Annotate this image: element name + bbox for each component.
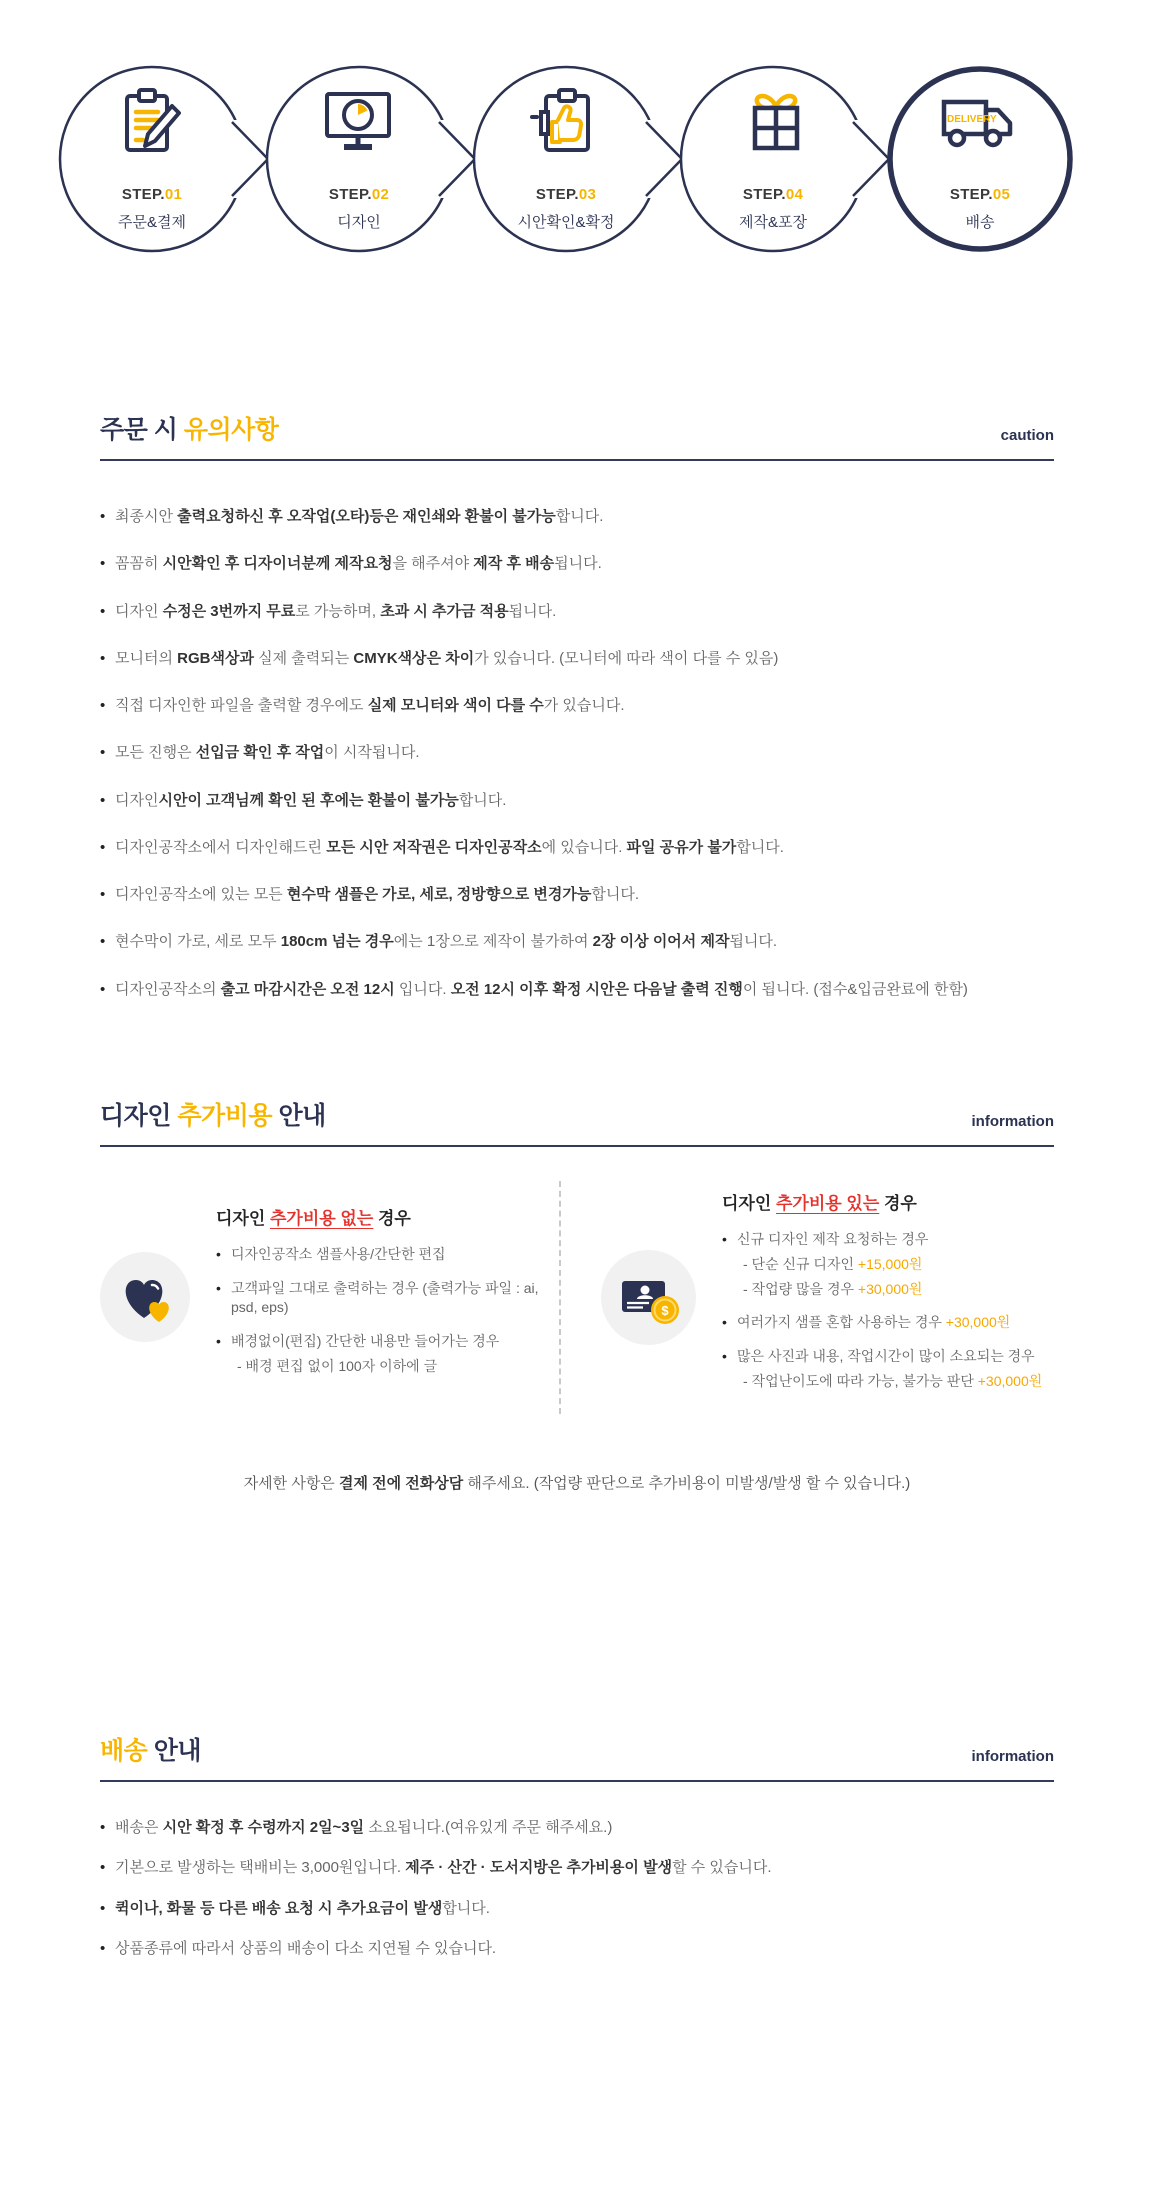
text-segment: 시안확인 후 디자이너분께 제작요청 [162, 555, 393, 573]
text-segment: - 단순 신규 디자인 [743, 1255, 858, 1272]
step-3-proof-confirm [470, 62, 677, 272]
step-label [677, 186, 869, 203]
text-segment: 합니다. [458, 791, 507, 809]
text-segment: 모든 진행은 [115, 744, 196, 762]
text-segment: 경우 [879, 1193, 917, 1213]
text-segment: 소요됩니다.(여유있게 주문 해주세요.) [364, 1819, 613, 1837]
text-segment: 이 됩니다. (접수&입금완료에 한함) [742, 980, 968, 998]
text-segment: 180cm 넘는 경우 [280, 933, 394, 951]
text-segment: 됩니다. [508, 602, 557, 620]
text-segment: 됩니다. [729, 933, 778, 951]
text-segment: - 배경 편집 없이 100자 이하에 글 [237, 1357, 438, 1374]
gift-box-icon [755, 96, 797, 148]
list-item [100, 1939, 1054, 1959]
text-segment: 할 수 있습니다. [672, 1859, 772, 1877]
text-segment: 제주 · 산간 · 도서지방은 추가비용이 발생 [405, 1859, 673, 1877]
text-segment: RGB색상과 [177, 649, 254, 667]
list-item [216, 1279, 553, 1317]
section-divider [100, 459, 1054, 461]
text-segment: 출고 마감시간은 오전 12시 [220, 980, 395, 998]
text-segment: 합니다. [555, 508, 604, 525]
text-segment: +15,000원 [857, 1255, 923, 1272]
text-segment: 디자인공작소에 있는 모든 [115, 886, 287, 903]
text-segment: 추가비용 없는 [270, 1209, 374, 1229]
text-segment: 배송 [100, 1737, 148, 1766]
speech-bubble [470, 62, 686, 262]
text-segment: 시안이 고객님께 확인 된 후에는 환불이 불가능 [158, 791, 459, 809]
text-segment: 고객파일 그대로 출력하는 경우 (출력가능 파일 : ai, psd, eps) [231, 1280, 539, 1315]
caution-list [100, 507, 1054, 1000]
section-tag: information [971, 1112, 1054, 1130]
step-number: 01 [164, 186, 183, 203]
text-segment: 디자인 [115, 791, 159, 809]
fee-note [100, 1472, 1054, 1493]
list-item [100, 838, 1054, 858]
text-segment: 현수막이 가로, 세로 모두 [115, 933, 281, 951]
step-prefix: STEP. [535, 186, 579, 203]
speech-bubble [677, 62, 893, 262]
shipping-list [100, 1818, 1054, 1959]
text-segment: 디자인 [216, 1209, 270, 1229]
step-number: 02 [371, 186, 390, 203]
hearts-icon [100, 1252, 190, 1342]
step-2-design [263, 62, 470, 272]
sub-line [231, 1357, 553, 1376]
list-item [722, 1313, 1054, 1332]
extra-fee-card [567, 1189, 1054, 1406]
step-5-delivery [884, 62, 1091, 272]
step-sublabel: 배송 [965, 214, 995, 231]
delivery-badge-text: DELIVERY [947, 114, 997, 125]
text-segment: 꼼꼼히 [115, 555, 163, 573]
text-segment: 로 가능하며, [295, 602, 381, 620]
page-title-design-fee [100, 1096, 326, 1132]
list-item [100, 507, 1054, 527]
shipping-section [0, 1731, 1154, 1959]
caution-section [0, 410, 1154, 1000]
text-segment: 현수막 샘플은 가로, 세로, 정방향으로 변경가능 [286, 886, 592, 903]
no-extra-fee-content [216, 1204, 553, 1390]
sub-line [737, 1372, 1054, 1391]
text-segment: 신규 디자인 제작 요청하는 경우 [737, 1230, 929, 1247]
text-segment: 배송은 [115, 1819, 163, 1837]
text-segment: 초과 시 추가금 적용 [380, 602, 509, 620]
money-card-icon [601, 1250, 696, 1345]
text-segment: 됩니다. [554, 555, 602, 573]
step-4-production-packing [677, 62, 884, 272]
list-item [100, 743, 1054, 763]
extra-fee-content [722, 1189, 1054, 1406]
extra-fee-list [722, 1230, 1054, 1391]
text-segment: 을 해주셔야 [392, 555, 474, 573]
list-item [722, 1347, 1054, 1391]
text-segment: 결제 전에 전화상담 [338, 1475, 464, 1493]
page-title-caution [100, 410, 278, 446]
list-item [100, 554, 1054, 574]
text-segment: 합니다. [442, 1899, 490, 1917]
text-segment: CMYK색상은 차이 [353, 649, 475, 667]
text-segment: - 작업량 많을 경우 [743, 1280, 858, 1297]
list-item [100, 932, 1054, 952]
text-segment: 이 시작됩니다. [324, 744, 420, 762]
step-label [263, 186, 455, 203]
text-segment: 안내 [147, 1737, 202, 1766]
text-segment: 디자인 [115, 602, 163, 620]
text-segment: 출력요청하신 후 오작업(오타)등은 재인쇄와 환불이 불가능 [177, 508, 556, 525]
text-segment: 기본으로 발생하는 택배비는 3,000원입니다. [115, 1859, 406, 1877]
text-segment: 디자인공작소의 [115, 980, 221, 998]
text-segment: 해주세요. (작업량 판단으로 추가비용이 미발생/발생 할 수 있습니다.) [463, 1475, 911, 1493]
list-item [100, 696, 1054, 716]
text-segment: 퀵이나, 화물 등 다른 배송 요청 시 추가요금이 발생 [115, 1899, 443, 1917]
step-prefix: STEP. [949, 186, 993, 203]
text-segment: 직접 디자인한 파일을 출력할 경우에도 [115, 697, 368, 714]
page-title-shipping [100, 1731, 201, 1767]
list-item [100, 649, 1054, 669]
order-process-steps [56, 62, 1098, 272]
text-segment: 실제 모니터와 색이 다를 수 [367, 697, 544, 714]
list-item [100, 1858, 1054, 1878]
text-segment: 합니다. [591, 886, 640, 903]
section-divider [100, 1145, 1054, 1147]
text-segment: 디자인 [722, 1193, 776, 1213]
text-segment: 선입금 확인 후 작업 [195, 744, 325, 762]
text-segment: 모든 시안 저작권은 디자인공작소 [326, 838, 542, 856]
section-divider [100, 1780, 1054, 1782]
circle-badge [884, 62, 1100, 262]
section-tag: caution [1000, 427, 1054, 444]
text-segment: 합니다. [736, 838, 784, 856]
card-title [722, 1189, 1054, 1214]
text-segment: 안내 [272, 1101, 326, 1130]
text-segment: 모니터의 [115, 649, 178, 667]
text-segment: +30,000원 [977, 1373, 1043, 1390]
no-extra-fee-card [100, 1189, 553, 1406]
text-segment: 여러가지 샘플 혼합 사용하는 경우 [737, 1314, 946, 1331]
step-sublabel: 제작&포장 [739, 214, 807, 231]
section-header [100, 1731, 1054, 1767]
list-item [100, 885, 1054, 905]
design-fee-section [0, 1096, 1154, 1493]
text-segment: 많은 사진과 내용, 작업시간이 많이 소요되는 경우 [737, 1348, 1035, 1365]
text-segment: 자세한 사항은 [243, 1475, 339, 1493]
section-header [100, 410, 1054, 446]
text-segment: 경우 [373, 1209, 411, 1229]
text-segment: 제작 후 배송 [473, 555, 555, 573]
sub-line [737, 1255, 1054, 1274]
text-segment: 가 있습니다. (모니터에 따라 색이 다를 수 있음) [474, 649, 779, 667]
text-segment: - 작업난이도에 따라 가능, 불가능 판단 [743, 1373, 978, 1390]
text-segment: 시안 확정 후 수령까지 2일~3일 [162, 1819, 365, 1837]
step-label [470, 186, 662, 203]
text-segment: 오전 12시 이후 확정 시안은 다음날 출력 진행 [450, 980, 743, 998]
list-item [722, 1230, 1054, 1299]
text-segment: 에는 1장으로 제작이 불가하여 [393, 933, 593, 951]
text-segment: 에 있습니다. [541, 838, 627, 856]
list-item [100, 602, 1054, 622]
step-number: 05 [992, 186, 1011, 203]
list-item [100, 791, 1054, 811]
dollar-sign: $ [661, 1302, 669, 1318]
text-segment: 배경없이(편집) 간단한 내용만 들어가는 경우 [231, 1332, 500, 1349]
text-segment: +30,000원 [945, 1314, 1011, 1331]
list-item [100, 980, 1054, 1000]
step-prefix: STEP. [121, 186, 165, 203]
fee-cards [100, 1189, 1054, 1406]
text-segment: 상품종류에 따라서 상품의 배송이 다소 지연될 수 있습니다. [115, 1939, 497, 1957]
card-title [216, 1204, 553, 1229]
step-1-order-payment [56, 62, 263, 272]
section-tag: information [971, 1748, 1054, 1766]
text-segment: 추가비용 있는 [776, 1193, 880, 1213]
step-sublabel: 디자인 [337, 214, 381, 231]
dashed-divider [559, 1181, 561, 1414]
text-segment: 가 있습니다. [543, 697, 625, 714]
step-prefix: STEP. [328, 186, 372, 203]
text-segment: 수정은 3번까지 무료 [162, 602, 296, 620]
text-segment: 유의사항 [183, 416, 279, 444]
text-segment: 2장 이상 이어서 제작 [592, 933, 730, 951]
text-segment: +30,000원 [857, 1280, 923, 1297]
step-sublabel: 시안확인&확정 [517, 214, 615, 231]
step-label [884, 186, 1076, 203]
text-segment: 디자인공작소 샘플사용/간단한 편집 [231, 1246, 446, 1263]
step-prefix: STEP. [742, 186, 786, 203]
text-segment: 주문 시 [100, 416, 184, 444]
step-number: 04 [785, 186, 804, 203]
text-segment: 최종시안 [115, 508, 178, 525]
list-item [216, 1245, 553, 1264]
text-segment: 디자인 [100, 1101, 178, 1130]
text-segment: 입니다. [394, 980, 451, 998]
list-item [100, 1899, 1054, 1919]
step-label [56, 186, 248, 203]
text-segment: 실제 출력되는 [253, 649, 354, 667]
section-header [100, 1096, 1054, 1132]
text-segment: 파일 공유가 불가 [626, 838, 737, 856]
sub-line [737, 1280, 1054, 1299]
step-number: 03 [578, 186, 597, 203]
no-extra-fee-list [216, 1245, 553, 1375]
list-item [216, 1332, 553, 1376]
list-item [100, 1818, 1054, 1838]
text-segment: 디자인공작소에서 디자인해드린 [115, 838, 327, 856]
speech-bubble [56, 62, 272, 262]
speech-bubble [263, 62, 479, 262]
text-segment: 추가비용 [177, 1101, 273, 1130]
step-sublabel: 주문&결제 [118, 214, 186, 231]
